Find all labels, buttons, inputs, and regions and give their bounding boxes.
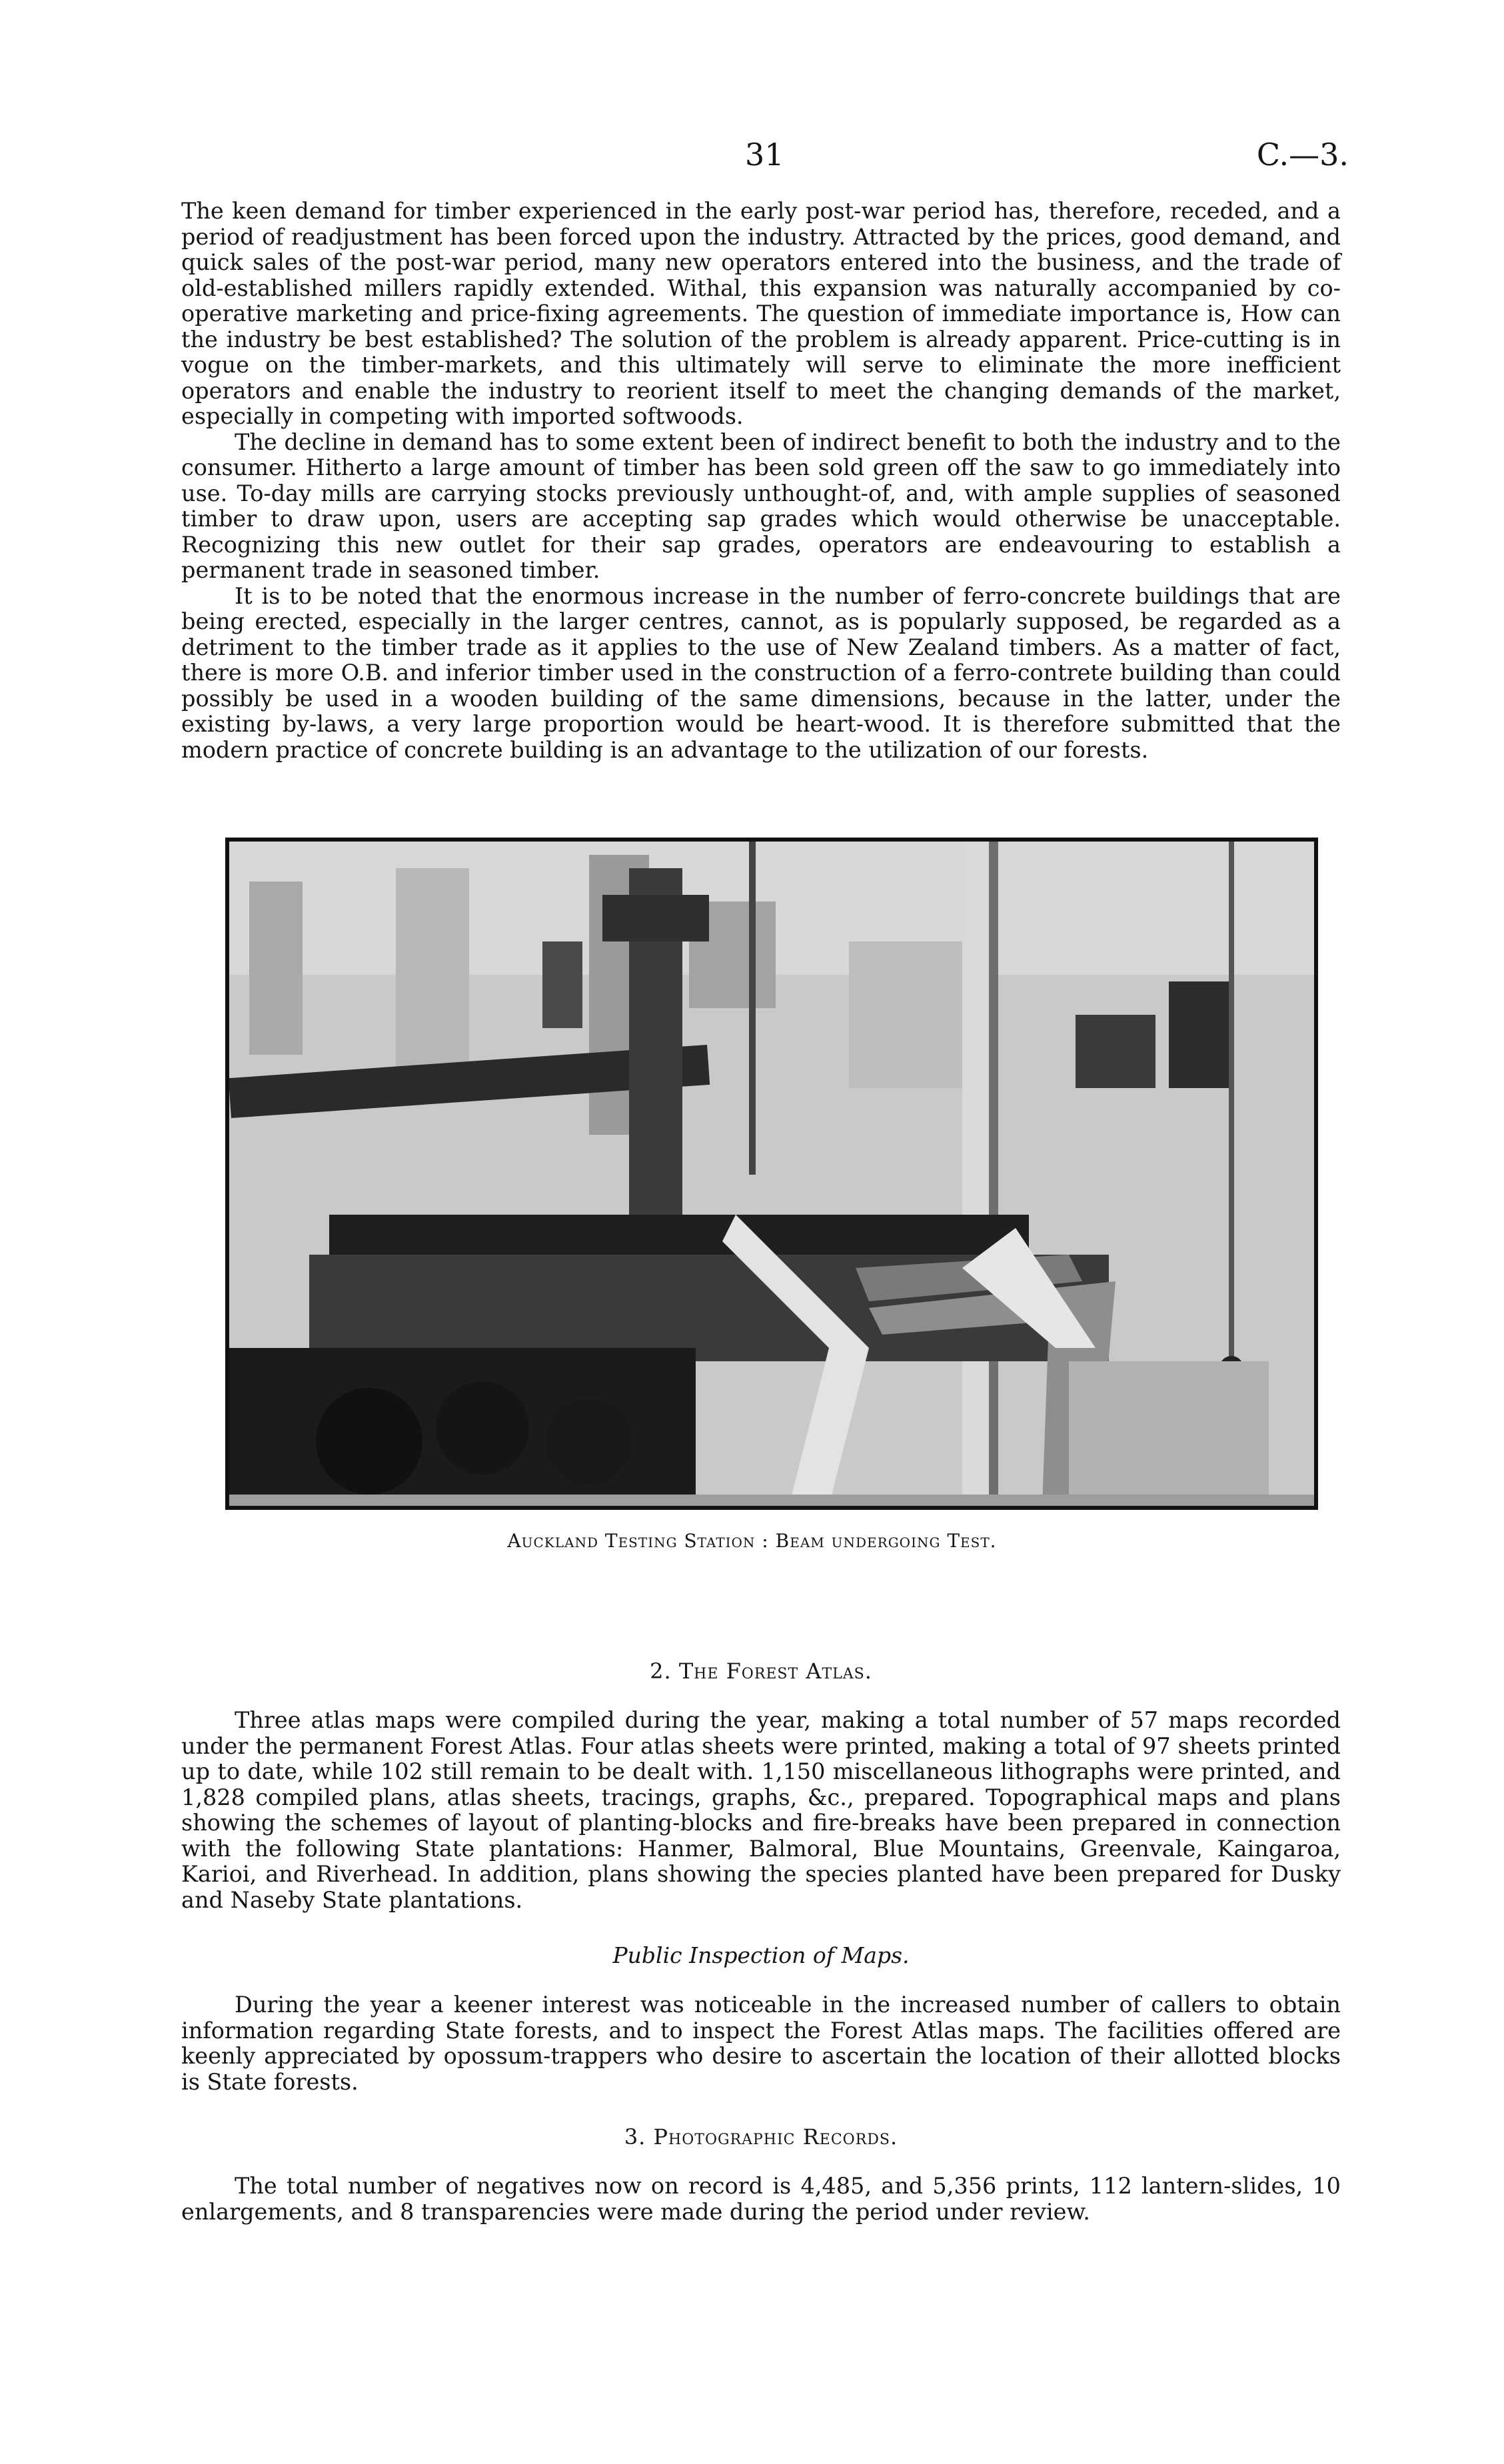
photo-caption: Auckland Testing Station : Beam undergoing Test. (507, 1530, 997, 1552)
section-heading-public-inspection: Public Inspection of Maps. (612, 1942, 910, 1968)
paragraph-public-inspection: During the year a keener interest was noticeable in the increased number of callers to obtain information regarding State forests, and to inspect the Forest Atlas maps. The facilities offered are keenly appreciated by opossum-trappers who desire to ascertain the location of their allotted blocks is State forests. (181, 1992, 1341, 2095)
photo-illustration (229, 842, 1314, 1506)
section-heading-forest-atlas: 2. The Forest Atlas. (650, 1658, 872, 1684)
body-text-top (181, 199, 1341, 763)
page-reference: C.—3. (1256, 137, 1349, 173)
paragraph-decline-in-demand: The decline in demand has to some extent been of indirect benefit to both the industry and to the consumer. Hitherto a large amount of timber has been sold green off the saw to go immediately into use. To-day mills are carrying stocks previously unthought-of, and, with ample supplies of seasoned timber to draw upon, users are accepting sap grades which would otherwise be unacceptable. Recognizing this new outlet for their sap grades, operators are endeavouring to establish a permanent trade in seasoned timber. (181, 428, 1341, 583)
paragraph-photographic-records: The total number of negatives now on record is 4,485, and 5,356 prints, 112 lantern-slides, 10 enlargements, and 8 transparencies were made during the period under review. (181, 2173, 1341, 2225)
section-heading-photographic-records: 3. Photographic Records. (624, 2124, 898, 2150)
page-number: 31 (745, 137, 784, 173)
paragraph-ferro-concrete: It is to be noted that the enormous increase in the number of ferro-concrete buildings that are being erected, especially in the larger centres, cannot, as is popularly supposed, be regarded as a detriment to the timber trade as it applies to the use of New Zealand timbers. As a matter of fact, there is more O.B. and inferior timber used in the construction of a ferro-contrete building than could possibly be used in a wooden building of the same dimensions, because in the latter, under the existing by-laws, a very large proportion would be heart-wood. It is therefore submitted that the modern practice of concrete building is an advantage to the utilization of our forests. (181, 582, 1341, 763)
page-header (0, 137, 1504, 177)
photo-testing-station (225, 838, 1318, 1510)
paragraph-timber-demand: The keen demand for timber experienced in the early post-war period has, therefore, receded, and a period of readjustment has been forced upon the industry. Attracted by the prices, good demand, and quick sales of the post-war period, many new operators entered into the business, and the trade of old-established millers rapidly extended. Withal, this expansion was naturally accompanied by co-operative marketing and price-fixing agreements. The question of immediate importance is, How can the industry be best established? The solution of the problem is already apparent. Price-cutting is in vogue on the timber-markets, and this ultimately will serve to eliminate the more inefficient operators and enable the industry to reorient itself to meet the changing demands of the market, especially in competing with imported softwoods. (181, 198, 1341, 429)
body-text-bottom (181, 1658, 1341, 2225)
paragraph-forest-atlas: Three atlas maps were compiled during the year, making a total number of 57 maps recorded under the permanent Forest Atlas. Four atlas sheets were printed, making a total of 97 sheets printed up to date, while 102 still remain to be dealt with. 1,150 miscellaneous lithographs were printed, and 1,828 compiled plans, atlas sheets, tracings, graphs, &c., prepared. Topographical maps and plans showing the schemes of layout of planting-blocks and fire-breaks have been prepared in connection with the following State plantations: Hanmer, Balmoral, Blue Mountains, Greenvale, Kaingaroa, Karioi, and Riverhead. In addition, plans showing the species planted have been prepared for Dusky and Naseby State plantations. (181, 1707, 1341, 1913)
